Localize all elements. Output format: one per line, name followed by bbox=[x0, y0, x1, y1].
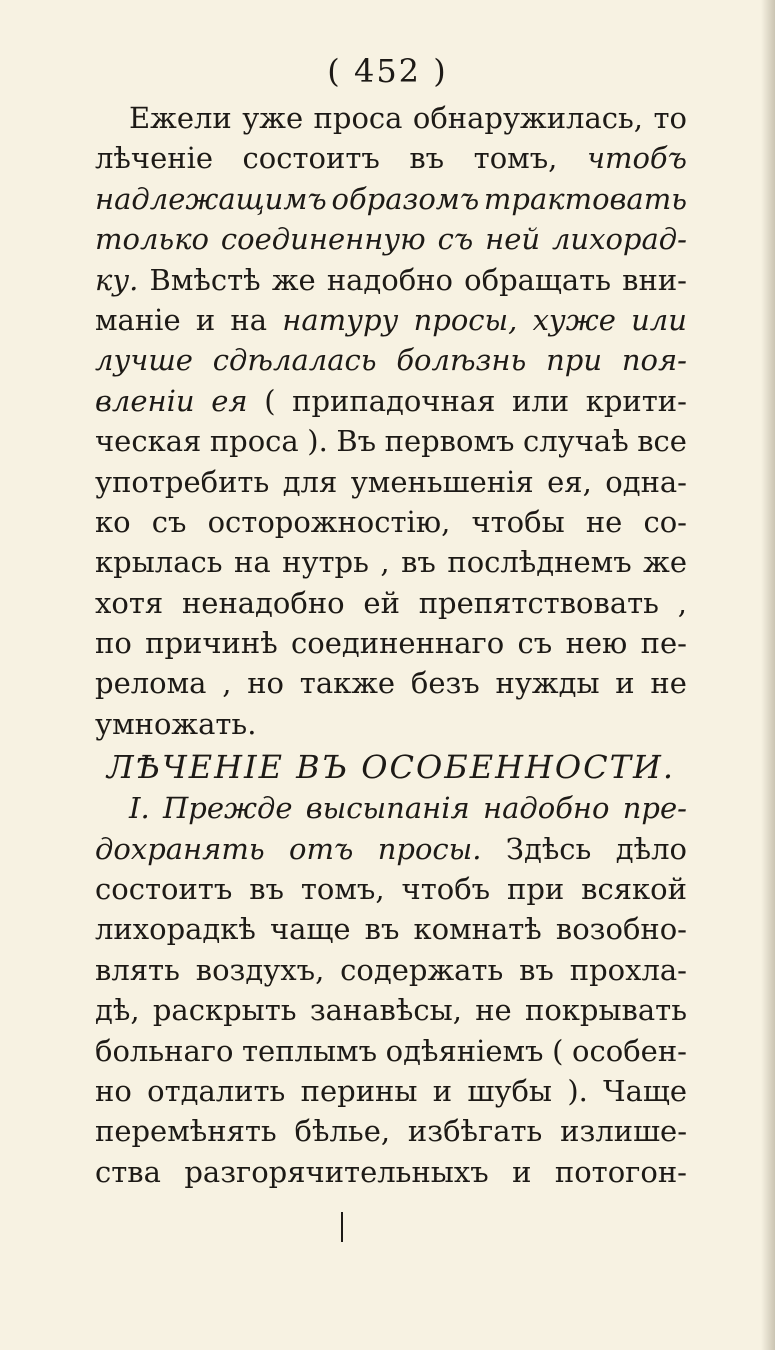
word: и bbox=[195, 302, 216, 337]
word: первомъ bbox=[384, 424, 515, 459]
page-edge-shadow bbox=[761, 0, 775, 1350]
word: содержать bbox=[340, 952, 504, 987]
text-line bbox=[95, 421, 687, 461]
word: крити- bbox=[585, 383, 687, 418]
word: высыпанія bbox=[305, 791, 470, 826]
text-line bbox=[95, 1071, 687, 1111]
word: надобно bbox=[326, 262, 453, 297]
word: все bbox=[637, 424, 687, 459]
text-line bbox=[95, 219, 687, 259]
word: влять bbox=[95, 952, 180, 987]
word: для bbox=[282, 464, 338, 499]
word: ея, bbox=[547, 464, 592, 499]
word: Вмѣстѣ bbox=[149, 262, 261, 297]
word: перемѣнять bbox=[95, 1114, 277, 1149]
word: образомъ bbox=[331, 181, 480, 216]
word: проса bbox=[313, 101, 403, 135]
word: ). bbox=[567, 1073, 588, 1108]
word: всякой bbox=[581, 872, 687, 907]
word: чаще bbox=[269, 912, 351, 947]
text-line bbox=[95, 869, 687, 909]
word: соединенную bbox=[220, 222, 426, 257]
word: надобно bbox=[482, 791, 610, 826]
word: ( bbox=[264, 383, 276, 418]
text-line bbox=[95, 1152, 687, 1192]
word: натуру bbox=[282, 302, 399, 337]
paragraph-prevention bbox=[95, 788, 687, 1192]
word: особен- bbox=[572, 1033, 687, 1068]
word: Здѣсь bbox=[505, 831, 592, 866]
word: бѣлье, bbox=[294, 1114, 391, 1149]
word: въ bbox=[249, 872, 284, 907]
word: лихорад- bbox=[551, 222, 687, 257]
text-line bbox=[95, 542, 687, 582]
word: ческая bbox=[95, 424, 202, 459]
word: чтобы bbox=[471, 504, 565, 539]
word: дохранять bbox=[95, 831, 265, 866]
text-line bbox=[95, 179, 687, 219]
text-line bbox=[95, 260, 687, 300]
word: одна- bbox=[605, 464, 687, 499]
word: больнаго bbox=[95, 1033, 234, 1068]
word: возобно- bbox=[555, 912, 687, 947]
word: ). bbox=[307, 424, 328, 459]
word: томъ, bbox=[473, 141, 558, 176]
word: обнаружилась, bbox=[412, 101, 644, 135]
word: раскрыть bbox=[152, 993, 297, 1028]
word: на bbox=[234, 545, 271, 580]
word: не bbox=[650, 666, 687, 701]
word: Чаще bbox=[603, 1073, 687, 1108]
word: чтобъ bbox=[586, 141, 687, 176]
word: проса bbox=[209, 424, 299, 459]
word: чтобъ bbox=[401, 872, 491, 907]
word: же bbox=[643, 545, 687, 580]
word: и bbox=[615, 666, 635, 701]
word: поя- bbox=[621, 343, 687, 378]
word: хотя bbox=[95, 585, 164, 620]
printer-mark bbox=[341, 1212, 343, 1242]
word: лихорадкѣ bbox=[95, 912, 256, 947]
word: томъ, bbox=[300, 872, 385, 907]
word: въ bbox=[409, 141, 445, 176]
word: избѣгать bbox=[407, 1114, 543, 1149]
word: и bbox=[512, 1154, 532, 1189]
word: осторожностію, bbox=[207, 504, 451, 539]
word: ства bbox=[95, 1154, 161, 1189]
word: ней bbox=[485, 222, 541, 257]
word: крылась bbox=[95, 545, 223, 580]
word: теплымъ bbox=[242, 1033, 378, 1068]
word: же bbox=[271, 262, 316, 297]
word: ея bbox=[211, 383, 248, 418]
word: соединеннаго bbox=[291, 626, 505, 661]
word: , bbox=[677, 585, 687, 620]
word: послѣднемъ bbox=[447, 545, 632, 580]
word: дѣ, bbox=[95, 993, 140, 1028]
text-line bbox=[95, 663, 687, 703]
word: нужды bbox=[495, 666, 600, 701]
text-line bbox=[95, 704, 687, 744]
text-line bbox=[95, 462, 687, 502]
page-number: ( 452 ) bbox=[327, 52, 448, 90]
word: нею bbox=[565, 626, 628, 661]
word: сдѣлалась bbox=[212, 343, 377, 378]
word: то bbox=[653, 101, 687, 135]
word: при bbox=[546, 343, 602, 378]
text-line bbox=[95, 300, 687, 340]
word: и bbox=[432, 1073, 453, 1108]
word: шубы bbox=[467, 1073, 552, 1108]
text-line bbox=[95, 950, 687, 990]
text-line bbox=[95, 1111, 687, 1151]
word: ко bbox=[95, 504, 131, 539]
word: , bbox=[222, 666, 232, 701]
word: въ bbox=[519, 952, 554, 987]
word: ( bbox=[552, 1033, 564, 1068]
text-line bbox=[95, 583, 687, 623]
word: состоитъ bbox=[95, 872, 233, 907]
word: съ bbox=[437, 222, 474, 257]
word: уменьшенія bbox=[350, 464, 534, 499]
word: употребить bbox=[95, 464, 270, 499]
word: не bbox=[475, 993, 512, 1028]
word: препятствовать bbox=[418, 585, 659, 620]
word: релома bbox=[95, 666, 207, 701]
word: со- bbox=[643, 504, 687, 539]
word: отдалить bbox=[147, 1073, 286, 1108]
word: ненадобно bbox=[181, 585, 345, 620]
word: только bbox=[95, 222, 209, 257]
word: прохла- bbox=[569, 952, 687, 987]
word: но bbox=[247, 666, 285, 701]
word: не bbox=[585, 504, 623, 539]
word: лѣченіе bbox=[95, 141, 214, 176]
word: I. bbox=[129, 791, 150, 826]
word: съ bbox=[517, 626, 553, 661]
word: просы. bbox=[377, 831, 482, 866]
word: излише- bbox=[560, 1114, 687, 1149]
text-line bbox=[95, 788, 687, 828]
word: надлежащимъ bbox=[95, 181, 327, 216]
word: умножать. bbox=[95, 706, 257, 741]
text-line bbox=[95, 990, 687, 1030]
word: пе- bbox=[640, 626, 687, 661]
word: съ bbox=[151, 504, 187, 539]
word: потогон- bbox=[554, 1154, 687, 1189]
word: ей bbox=[363, 585, 400, 620]
text-line bbox=[95, 340, 687, 380]
word: Ежели bbox=[129, 101, 232, 135]
word: воздухъ, bbox=[195, 952, 325, 987]
word: просы, bbox=[413, 302, 518, 337]
text-line bbox=[95, 623, 687, 663]
word: вленіи bbox=[95, 383, 195, 418]
word: случаѣ bbox=[523, 424, 629, 459]
word: одѣяніемъ bbox=[385, 1033, 544, 1068]
word: вни- bbox=[622, 262, 687, 297]
word: дѣло bbox=[615, 831, 687, 866]
word: перины bbox=[300, 1073, 418, 1108]
word: также bbox=[299, 666, 396, 701]
word: въ bbox=[401, 545, 436, 580]
word: на bbox=[230, 302, 268, 337]
word: нутрь bbox=[282, 545, 369, 580]
paragraph-general-treatment bbox=[95, 98, 687, 744]
word: хуже bbox=[532, 302, 616, 337]
word: состоитъ bbox=[242, 141, 380, 176]
text-line bbox=[95, 138, 687, 178]
word: лучше bbox=[95, 343, 193, 378]
text-line bbox=[95, 1031, 687, 1071]
word: отъ bbox=[289, 831, 354, 866]
word: трактовать bbox=[483, 181, 687, 216]
text-line bbox=[95, 909, 687, 949]
word: причинѣ bbox=[145, 626, 278, 661]
word: Въ bbox=[336, 424, 377, 459]
word: но bbox=[95, 1073, 132, 1108]
word: разгорячительныхъ bbox=[184, 1154, 489, 1189]
word: обращать bbox=[464, 262, 612, 297]
word: покрывать bbox=[524, 993, 687, 1028]
word: при bbox=[507, 872, 565, 907]
word: пре- bbox=[622, 791, 687, 826]
word: болѣзнь bbox=[396, 343, 527, 378]
word: комнатѣ bbox=[413, 912, 542, 947]
word: занавѣсы, bbox=[309, 993, 462, 1028]
text-line bbox=[95, 381, 687, 421]
word: ку. bbox=[95, 262, 139, 297]
section-heading: ЛѢЧЕНІЕ ВЪ ОСОБЕННОСТИ. bbox=[106, 748, 676, 787]
page-body bbox=[95, 98, 687, 1192]
word: уже bbox=[242, 101, 304, 135]
word: по bbox=[95, 626, 132, 661]
word: , bbox=[380, 545, 390, 580]
word: маніе bbox=[95, 302, 181, 337]
word: въ bbox=[364, 912, 400, 947]
word: или bbox=[631, 302, 687, 337]
word: Прежде bbox=[162, 791, 293, 826]
text-line bbox=[95, 502, 687, 542]
word: или bbox=[512, 383, 570, 418]
word: безъ bbox=[410, 666, 480, 701]
text-line bbox=[95, 98, 687, 138]
word: припадочная bbox=[292, 383, 496, 418]
text-line bbox=[95, 829, 687, 869]
